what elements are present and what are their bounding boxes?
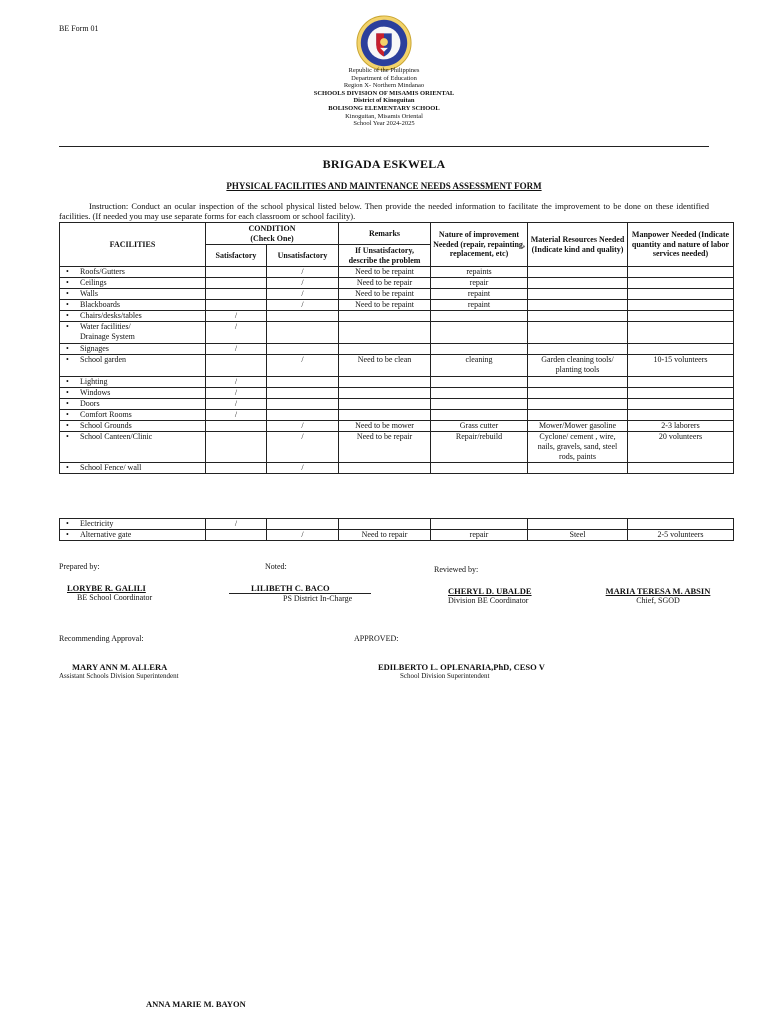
nature-cell	[431, 344, 528, 355]
manpower-cell: 2-5 volunteers	[628, 530, 734, 541]
bullet-icon: •	[66, 421, 69, 430]
bullet-icon: •	[66, 399, 69, 408]
facility-cell	[60, 300, 206, 311]
bullet-icon: •	[66, 355, 69, 364]
facility-cell	[60, 519, 206, 530]
letterhead-line: Department of Education	[351, 74, 417, 82]
remarks-cell	[339, 519, 431, 530]
manpower-cell	[628, 311, 734, 322]
nature-cell: Grass cutter	[431, 421, 528, 432]
facility-name: Electricity	[80, 519, 114, 528]
letterhead-line: Kinoguitan, Misamis Oriental	[345, 112, 423, 120]
nature-cell	[431, 463, 528, 474]
facility-name: Lighting	[80, 377, 108, 386]
facility-name: Windows	[80, 388, 111, 397]
satisfactory-mark: /	[206, 519, 267, 530]
facility-name: Comfort Rooms	[80, 410, 132, 419]
bullet-icon: •	[66, 388, 69, 397]
material-cell	[528, 267, 628, 278]
unsatisfactory-mark: /	[267, 421, 339, 432]
satisfactory-mark	[206, 289, 267, 300]
table-row	[60, 355, 734, 377]
unsatisfactory-mark: /	[267, 278, 339, 289]
unsatisfactory-mark	[267, 519, 339, 530]
signatory-name: ANNA MARIE M. BAYON	[146, 999, 246, 1009]
remarks-cell: Need to be clean	[339, 355, 431, 377]
facility-cell	[60, 322, 206, 344]
page-title: BRIGADA ESKWELA	[322, 157, 446, 171]
remarks-cell	[339, 377, 431, 388]
table-row	[60, 300, 734, 311]
letterhead-line: Republic of the Philippines	[348, 67, 420, 74]
recommending-approval-label: Recommending Approval:	[59, 634, 144, 643]
letterhead-school: BOLISONG ELEMENTARY SCHOOL	[328, 104, 440, 112]
manpower-cell	[628, 463, 734, 474]
nature-cell	[431, 519, 528, 530]
manpower-cell	[628, 399, 734, 410]
table-row	[60, 289, 734, 300]
facility-cell	[60, 355, 206, 377]
assessment-table	[59, 222, 734, 474]
bullet-icon: •	[66, 519, 69, 528]
table-row	[60, 463, 734, 474]
manpower-cell: 2-3 laborers	[628, 421, 734, 432]
remarks-cell	[339, 463, 431, 474]
header-condition: CONDITION (Check One)	[206, 223, 339, 245]
header-remarks: Remarks	[339, 223, 431, 245]
signatory-name: LORYBE R. GALILI	[67, 583, 146, 593]
facility-cell	[60, 267, 206, 278]
facility-name: School Fence/ wall	[80, 463, 142, 472]
facility-cell	[60, 399, 206, 410]
instruction-text: Instruction: Conduct an ocular inspection of the school physical listed below. Then provide the needed information to facilitate the improvement to be done on these identified facilities. (If needed you may use separate forms for each classroom or school facility).	[59, 201, 709, 221]
table-row	[60, 377, 734, 388]
facility-cell	[60, 463, 206, 474]
assessment-table-continued	[59, 518, 734, 541]
unsatisfactory-mark	[267, 399, 339, 410]
facility-name: Blackboards	[80, 300, 120, 309]
facility-cell	[60, 421, 206, 432]
manpower-cell	[628, 300, 734, 311]
manpower-cell: 20 volunteers	[628, 432, 734, 463]
header-unsatisfactory: Unsatisfactory	[267, 245, 339, 267]
nature-cell: repaint	[431, 289, 528, 300]
signatory-asds	[59, 662, 229, 680]
bullet-icon: •	[66, 300, 69, 309]
satisfactory-mark	[206, 463, 267, 474]
unsatisfactory-mark	[267, 377, 339, 388]
form-subtitle: PHYSICAL FACILITIES AND MAINTENANCE NEEDS ASSESSMENT FORM	[226, 181, 542, 191]
bullet-icon: •	[66, 278, 69, 287]
facility-name: School Grounds	[80, 421, 132, 430]
satisfactory-mark: /	[206, 410, 267, 421]
remarks-cell: Need to be repaint	[339, 267, 431, 278]
signatory-sds	[378, 662, 578, 680]
facility-name: School garden	[80, 355, 126, 364]
letterhead-district: District of Kinoguitan	[353, 97, 415, 105]
material-cell	[528, 344, 628, 355]
material-cell	[528, 388, 628, 399]
unsatisfactory-mark: /	[267, 300, 339, 311]
nature-cell	[431, 322, 528, 344]
manpower-cell	[628, 344, 734, 355]
material-cell	[528, 463, 628, 474]
remarks-cell	[339, 322, 431, 344]
material-cell	[528, 300, 628, 311]
material-cell	[528, 322, 628, 344]
material-cell: Mower/Mower gasoline	[528, 421, 628, 432]
facility-cell	[60, 410, 206, 421]
signatory-role: BE School Coordinator	[77, 593, 153, 602]
bottom-signatory	[146, 999, 346, 1009]
nature-cell: repair	[431, 530, 528, 541]
satisfactory-mark	[206, 530, 267, 541]
remarks-cell	[339, 388, 431, 399]
manpower-cell	[628, 267, 734, 278]
material-cell	[528, 399, 628, 410]
deped-seal-icon	[355, 14, 413, 72]
remarks-cell: Need to be mower	[339, 421, 431, 432]
remarks-cell: Need to be repaint	[339, 300, 431, 311]
table-row	[60, 388, 734, 399]
nature-cell	[431, 311, 528, 322]
material-cell: Steel	[528, 530, 628, 541]
material-cell	[528, 289, 628, 300]
table-row	[60, 322, 734, 344]
satisfactory-mark: /	[206, 344, 267, 355]
facility-name: Walls	[80, 289, 99, 298]
facility-cell	[60, 311, 206, 322]
nature-cell: Repair/rebuild	[431, 432, 528, 463]
facility-name: Doors	[80, 399, 100, 408]
signatory-role: PS District In-Charge	[283, 594, 353, 603]
facility-name: Water facilities/	[80, 322, 131, 331]
satisfactory-mark: /	[206, 388, 267, 399]
unsatisfactory-mark: /	[267, 289, 339, 300]
manpower-cell	[628, 519, 734, 530]
facility-name: Ceilings	[80, 278, 107, 287]
approved-label: APPROVED:	[354, 634, 399, 643]
unsatisfactory-mark	[267, 311, 339, 322]
facility-name-cont: Drainage System	[80, 332, 135, 341]
bullet-icon: •	[66, 377, 69, 386]
facility-cell	[60, 530, 206, 541]
satisfactory-mark: /	[206, 322, 267, 344]
facility-name: Chairs/desks/tables	[80, 311, 142, 320]
signatory-role: Division BE Coordinator	[448, 596, 529, 605]
header-satisfactory: Satisfactory	[206, 245, 267, 267]
unsatisfactory-mark	[267, 344, 339, 355]
unsatisfactory-mark	[267, 388, 339, 399]
manpower-cell	[628, 410, 734, 421]
signatory-role: Assistant Schools Division Superintendent	[59, 672, 179, 680]
material-cell: Cyclone/ cement , wire, nails, gravels, sand, steel rods, paints	[528, 432, 628, 463]
satisfactory-mark	[206, 432, 267, 463]
form-number: BE Form 01	[59, 24, 99, 33]
facility-cell	[60, 377, 206, 388]
letterhead-division: SCHOOLS DIVISION OF MISAMIS ORIENTAL	[313, 89, 455, 97]
manpower-cell	[628, 289, 734, 300]
signatory-name: LILIBETH C. BACO	[229, 583, 371, 594]
nature-cell: cleaning	[431, 355, 528, 377]
header-remarks-sub: If Unsatisfactory, describe the problem	[339, 245, 431, 267]
remarks-cell: Need to be repair	[339, 278, 431, 289]
satisfactory-mark	[206, 300, 267, 311]
table-row	[60, 421, 734, 432]
signatory-name: MARY ANN M. ALLERA	[72, 662, 168, 672]
remarks-cell	[339, 399, 431, 410]
satisfactory-mark: /	[206, 399, 267, 410]
nature-cell: repair	[431, 278, 528, 289]
remarks-cell	[339, 344, 431, 355]
table-row	[60, 432, 734, 463]
facility-cell	[60, 278, 206, 289]
signatory-name: CHERYL D. UBALDE	[448, 586, 532, 596]
facility-name: Signages	[80, 344, 109, 353]
signatory-coordinator	[59, 583, 189, 602]
material-cell	[528, 377, 628, 388]
nature-cell	[431, 399, 528, 410]
unsatisfactory-mark: /	[267, 267, 339, 278]
header-manpower: Manpower Needed (Indicate quantity and nature of labor services needed)	[628, 223, 734, 267]
table-row	[60, 399, 734, 410]
reviewed-by-label: Reviewed by:	[434, 565, 479, 574]
satisfactory-mark	[206, 355, 267, 377]
manpower-cell: 10-15 volunteers	[628, 355, 734, 377]
table-row	[60, 278, 734, 289]
table-row	[60, 267, 734, 278]
satisfactory-mark: /	[206, 377, 267, 388]
unsatisfactory-mark	[267, 410, 339, 421]
facility-name: School Canteen/Clinic	[80, 432, 153, 441]
bullet-icon: •	[66, 344, 69, 353]
facility-name: Alternative gate	[80, 530, 132, 539]
header-material: Material Resources Needed (Indicate kind and quality)	[528, 223, 628, 267]
remarks-cell	[339, 410, 431, 421]
nature-cell: repaint	[431, 300, 528, 311]
table-row	[60, 530, 734, 541]
material-cell	[528, 519, 628, 530]
remarks-cell: Need to be repair	[339, 432, 431, 463]
bullet-icon: •	[66, 322, 69, 331]
prepared-by-label: Prepared by:	[59, 562, 100, 571]
facility-cell	[60, 388, 206, 399]
signatory-name: EDILBERTO L. OPLENARIA,PhD, CESO V	[378, 662, 545, 672]
remarks-cell	[339, 311, 431, 322]
material-cell	[528, 311, 628, 322]
header-nature: Nature of improvement Needed (repair, repainting, replacement, etc)	[431, 223, 528, 267]
nature-cell	[431, 377, 528, 388]
header-divider	[59, 146, 709, 147]
bullet-icon: •	[66, 463, 69, 472]
unsatisfactory-mark: /	[267, 530, 339, 541]
unsatisfactory-mark: /	[267, 432, 339, 463]
letterhead-school-year: School Year 2024-2025	[353, 120, 415, 128]
header-facilities: FACILITIES	[60, 223, 206, 267]
manpower-cell	[628, 388, 734, 399]
nature-cell: repaints	[431, 267, 528, 278]
material-cell: Garden cleaning tools/ planting tools	[528, 355, 628, 377]
unsatisfactory-mark: /	[267, 355, 339, 377]
noted-label: Noted:	[265, 562, 287, 571]
bullet-icon: •	[66, 289, 69, 298]
bullet-icon: •	[66, 410, 69, 419]
table-row	[60, 519, 734, 530]
unsatisfactory-mark	[267, 322, 339, 344]
satisfactory-mark	[206, 421, 267, 432]
satisfactory-mark	[206, 267, 267, 278]
material-cell	[528, 278, 628, 289]
letterhead	[234, 67, 534, 128]
remarks-cell: Need to be repaint	[339, 289, 431, 300]
facility-cell	[60, 432, 206, 463]
signatory-district	[229, 583, 371, 603]
facility-cell	[60, 344, 206, 355]
bullet-icon: •	[66, 432, 69, 441]
facility-name: Roofs/Gutters	[80, 267, 125, 276]
table-row	[60, 344, 734, 355]
signatory-role: School Division Superintendent	[400, 672, 490, 680]
nature-cell	[431, 410, 528, 421]
table-row	[60, 311, 734, 322]
satisfactory-mark: /	[206, 311, 267, 322]
unsatisfactory-mark: /	[267, 463, 339, 474]
manpower-cell	[628, 377, 734, 388]
signatory-name: MARIA TERESA M. ABSIN	[605, 586, 711, 596]
signatory-sgod	[598, 586, 718, 605]
bullet-icon: •	[66, 530, 69, 539]
remarks-cell: Need to repair	[339, 530, 431, 541]
signatory-division	[448, 586, 568, 605]
bullet-icon: •	[66, 267, 69, 276]
facility-cell	[60, 289, 206, 300]
nature-cell	[431, 388, 528, 399]
signatory-role: Chief, SGOD	[636, 596, 680, 605]
satisfactory-mark	[206, 278, 267, 289]
manpower-cell	[628, 278, 734, 289]
material-cell	[528, 410, 628, 421]
bullet-icon: •	[66, 311, 69, 320]
table-row	[60, 410, 734, 421]
manpower-cell	[628, 322, 734, 344]
letterhead-line: Region X- Northern Mindanao	[343, 82, 425, 90]
